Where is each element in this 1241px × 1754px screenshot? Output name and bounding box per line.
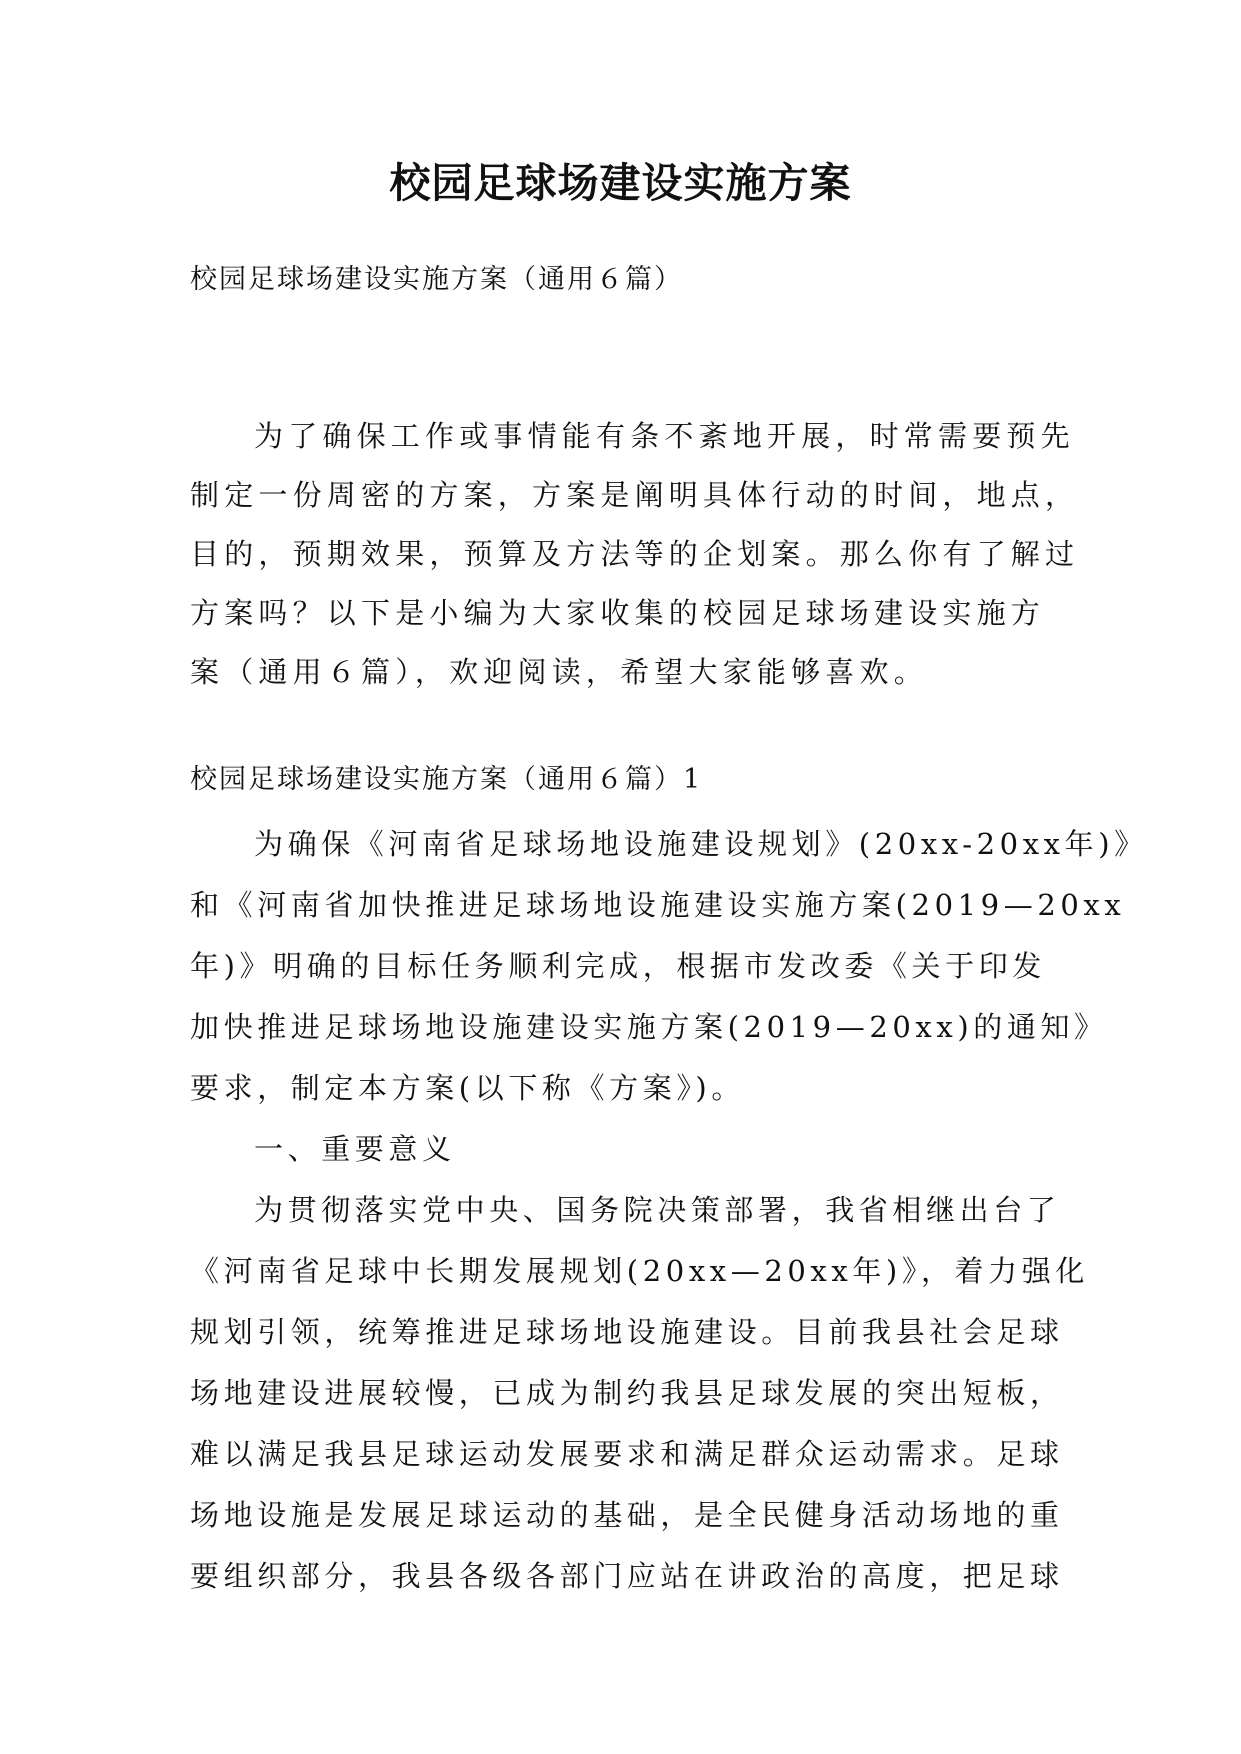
body-line: 和《河南省加快推进足球场地设施建设实施方案(2019—20xx bbox=[190, 888, 1126, 922]
intro-line: 案（通用６篇），欢迎阅读，希望大家能够喜欢。 bbox=[190, 655, 928, 689]
document-subtitle: 校园足球场建设实施方案（通用６篇） bbox=[190, 264, 683, 295]
intro-paragraph bbox=[190, 407, 1080, 702]
body-line: 规划引领，统筹推进足球场地设施建设。目前我县社会足球 bbox=[190, 1315, 1064, 1349]
body-line: 要求，制定本方案(以下称《方案》)。 bbox=[190, 1071, 745, 1105]
body-line: 加快推进足球场地设施建设实施方案(2019—20xx)的通知》 bbox=[190, 1010, 1108, 1044]
body-line: 要组织部分，我县各级各部门应站在讲政治的高度，把足球 bbox=[190, 1559, 1064, 1593]
body-line: 难以满足我县足球运动发展要求和满足群众运动需求。足球 bbox=[190, 1437, 1064, 1471]
intro-line: 为了确保工作或事情能有条不紊地开展，时常需要预先 bbox=[254, 419, 1075, 453]
document-title: 校园足球场建设实施方案 bbox=[389, 159, 852, 207]
body-line: 为确保《河南省足球场地设施建设规划》(20xx-20xx年)》 bbox=[254, 827, 1148, 861]
intro-line: 目的，预期效果，预算及方法等的企划案。那么你有了解过 bbox=[190, 537, 1080, 571]
body-line: 年)》明确的目标任务顺利完成，根据市发改委《关于印发 bbox=[190, 949, 1046, 983]
intro-line: 制定一份周密的方案，方案是阐明具体行动的时间，地点， bbox=[190, 478, 1080, 512]
intro-line: 方案吗？以下是小编为大家收集的校园足球场建设实施方 bbox=[190, 596, 1046, 630]
body-line: 《河南省足球中长期发展规划(20xx—20xx年)》，着力强化 bbox=[190, 1254, 1089, 1288]
body-line: 场地建设进展较慢，已成为制约我县足球发展的突出短板， bbox=[190, 1376, 1064, 1410]
subheading-importance: 一、重要意义 bbox=[254, 1132, 456, 1166]
section-heading: 校园足球场建设实施方案（通用６篇）1 bbox=[190, 764, 703, 795]
body-line: 场地设施是发展足球运动的基础，是全民健身活动场地的重 bbox=[190, 1498, 1064, 1532]
body-line: 为贯彻落实党中央、国务院决策部署，我省相继出台了 bbox=[254, 1193, 1061, 1227]
section-body bbox=[190, 814, 1148, 1607]
